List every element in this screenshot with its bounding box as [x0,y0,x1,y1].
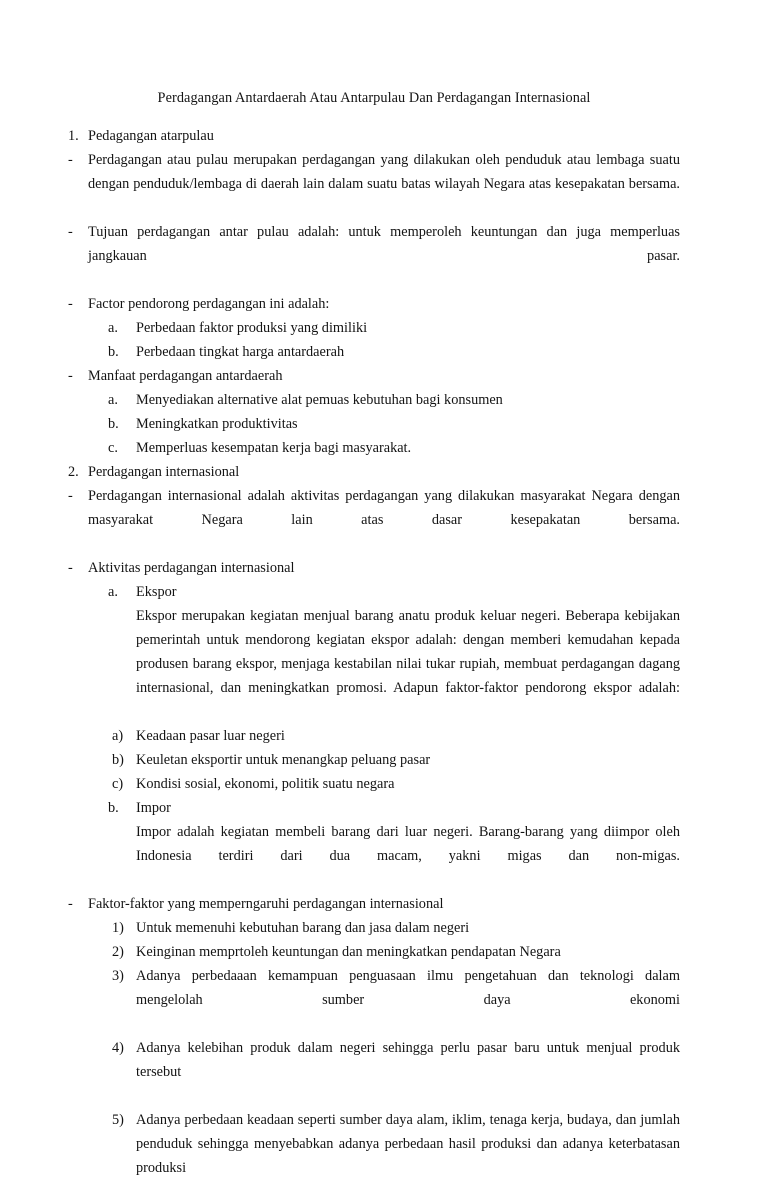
list-marker: - [68,296,73,312]
list-item-text: Aktivitas perdagangan internasional [88,560,295,576]
list-item-text: Perdagangan atau pulau merupakan perdagangan yang dilakukan oleh penduduk atau lembaga suatu dengan penduduk/lembaga di daerah lain dalam suatu batas wilayah Negara atas kesepakatan bersama. [88,152,680,192]
list-item-text: Perdagangan internasional adalah aktivitas perdagangan yang dilakukan masyarakat Negara dengan masyarakat Negara lain atas dasar kesepakatan bersama. [88,488,680,528]
list-item-text: Factor pendorong perdagangan ini adalah: [88,296,330,312]
list-item [68,484,680,556]
list-marker: - [68,368,73,384]
list-item [112,772,680,796]
list-item-text: Keadaan pasar luar negeri [136,728,285,744]
list-item [68,124,680,148]
paragraph: Ekspor merupakan kegiatan menjual barang anatu produk keluar negeri. Beberapa kebijakan pemerintah untuk mendorong kegiatan ekspor adalah: dengan memberi kemudahan kepada produsen barang ekspor, menjaga kestabilan nilai tukar rupiah, membuat perdagangan dagang internasional, dan meningkatkan promosi. Adapun faktor-faktor pendorong ekspor adalah: [136,608,680,696]
list-item-text: Manfaat perdagangan antardaerah [88,368,283,384]
list-item-text: Perdagangan internasional [88,464,240,480]
list-item [108,340,680,364]
list-marker: 5) [112,1112,124,1128]
paragraph: Impor adalah kegiatan membeli barang dari luar negeri. Barang-barang yang diimpor oleh Indonesia terdiri dari dua macam, yakni migas dan non-migas. [136,824,680,864]
list-item-text: Perbedaan faktor produksi yang dimiliki [136,320,368,336]
list-item-text: Memperluas kesempatan kerja bagi masyarakat. [136,440,412,456]
list-marker: - [68,488,73,504]
list-item [112,1036,680,1108]
list-item [68,148,680,220]
list-marker: c) [112,776,124,792]
list-item-text: Impor [136,800,171,816]
list-marker: - [68,896,73,912]
list-marker: - [68,560,73,576]
list-item [112,1108,680,1204]
page-title: Perdagangan Antardaerah Atau Antarpulau Dan Perdagangan Internasional [157,90,591,106]
list-item [68,364,680,388]
list-marker: 3) [112,968,124,984]
list-item-text: Keuletan eksportir untuk menangkap peluang pasar [136,752,431,768]
list-item-text: Faktor-faktor yang memperngaruhi perdagangan internasional [88,896,444,912]
list-item-text: Keinginan memprtoleh keuntungan dan meningkatkan pendapatan Negara [136,944,561,960]
list-item-text: Kondisi sosial, ekonomi, politik suatu negara [136,776,395,792]
list-marker: 1. [68,128,79,144]
list-marker: b. [108,416,119,432]
list-item [68,460,680,484]
list-marker: 2) [112,944,124,960]
list-item [108,316,680,340]
list-item [108,388,680,412]
list-item [68,292,680,316]
list-marker: a. [108,584,118,600]
list-item [108,436,680,460]
list-item-text: Adanya perbedaan keadaan seperti sumber daya alam, iklim, tenaga kerja, budaya, dan jumlah penduduk sehingga menyebabkan adanya perbedaan hasil produksi dan adanya keterbatasan produksi [136,1112,680,1176]
list-marker: 2. [68,464,79,480]
list-item [68,220,680,292]
document-body [68,124,680,1204]
list-marker: a) [112,728,124,744]
list-item-text: Adanya kelebihan produk dalam negeri sehingga perlu pasar baru untuk menjual produk tersebut [136,1040,680,1080]
list-item-text: Adanya perbedaaan kemampuan penguasaan ilmu pengetahuan dan teknologi dalam mengelolah sumber daya ekonomi [136,968,680,1008]
list-marker: b. [108,344,119,360]
list-item [68,556,680,580]
list-item [112,940,680,964]
list-marker: - [68,224,73,240]
list-item [112,748,680,772]
list-item [112,724,680,748]
list-item [108,796,680,820]
list-item [112,964,680,1036]
list-item [108,580,680,604]
list-marker: 1) [112,920,124,936]
list-item-text: Untuk memenuhi kebutuhan barang dan jasa dalam negeri [136,920,470,936]
list-item-text: Perbedaan tingkat harga antardaerah [136,344,345,360]
list-marker: b) [112,752,124,768]
list-marker: - [68,152,73,168]
list-item-text: Ekspor [136,584,177,600]
list-marker: b. [108,800,119,816]
list-item [112,916,680,940]
list-item-text: Menyediakan alternative alat pemuas kebutuhan bagi konsumen [136,392,503,408]
list-item-text: Tujuan perdagangan antar pulau adalah: untuk memperoleh keuntungan dan juga memperluas jangkauan pasar. [88,224,680,264]
list-item-text: Pedagangan atarpulau [88,128,214,144]
list-marker: a. [108,320,118,336]
list-marker: a. [108,392,118,408]
list-marker: 4) [112,1040,124,1056]
list-item [68,892,680,916]
list-marker: c. [108,440,118,456]
list-item-text: Meningkatkan produktivitas [136,416,298,432]
list-item [108,412,680,436]
